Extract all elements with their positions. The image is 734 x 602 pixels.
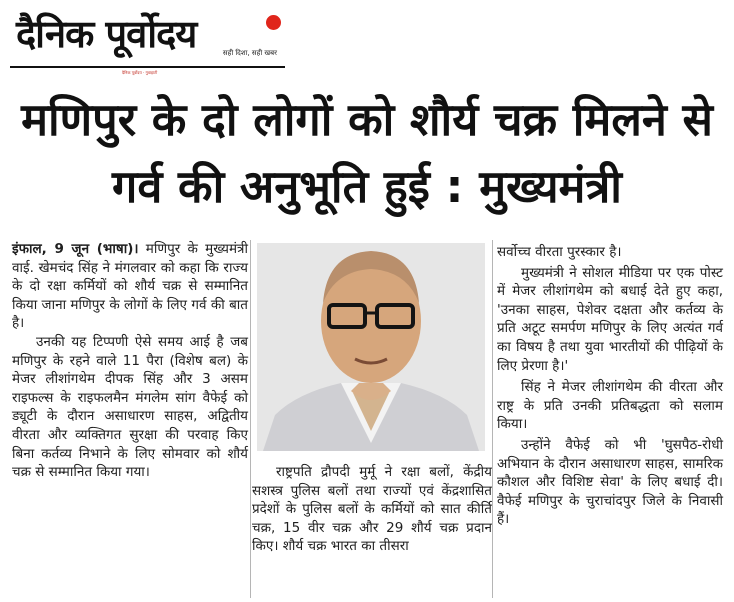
column-right bbox=[497, 243, 723, 529]
paragraph: सर्वोच्च वीरता पुरस्कार है। bbox=[497, 244, 622, 260]
newspaper-name: दैनिक पूर्वोदय bbox=[16, 12, 197, 56]
column-middle bbox=[252, 463, 492, 556]
masthead-micro-text: दैनिक पूर्वोदय · गुवाहाटी bbox=[122, 70, 158, 75]
portrait-image bbox=[257, 243, 485, 451]
chief-minister-photo bbox=[257, 243, 485, 451]
column-left bbox=[12, 240, 248, 482]
paragraph: मुख्यमंत्री ने सोशल मीडिया पर एक पोस्ट में मेजर लीशांगथेम को बधाई देते हुए कहा, 'उनका साहस, पेशेवर दक्षता और कर्तव्य के प्रति अटूट समर्पण मणिपुर के लिए अत्यंत गर्व का विषय है तथा युवा भारतीयों की पीढ़ियों के लिए प्रेरणा है।' bbox=[497, 264, 723, 374]
masthead bbox=[10, 4, 285, 75]
lead-paragraph bbox=[12, 240, 248, 333]
column-divider bbox=[250, 240, 251, 598]
paragraph: उनकी यह टिप्पणी ऐसे समय आई है जब मणिपुर के रहने वाले 11 पैरा (विशेष बल) के मेजर लीशांगथेम दीपक सिंह और 3 असम राइफल्स के राइफलमैन मंगलेम सांग वैफेई को ड्यूटी के दौरान असाधारण साहस, अद्वितीय वीरता और व्यक्तिगत सुरक्षा की परवाह किए बिना कर्तव्य निभाने के लिए सोमवार को शौर्य चक्र से सम्मानित किया गया। bbox=[12, 333, 248, 481]
article-headline: मणिपुर के दो लोगों को शौर्य चक्र मिलने से गर्व की अनुभूति हुई : मुख्यमंत्री bbox=[21, 93, 713, 213]
column-divider bbox=[492, 240, 493, 598]
lead-text: मणिपुर के मुख्यमंत्री वाई. खेमचंद सिंह ने मंगलवार को कहा कि राज्य के दो रक्षा कर्मियों को शौर्य चक्र से सम्मानित किया जाना मणिपुर के लोगों के लिए गर्व की बात है। bbox=[12, 241, 248, 332]
dateline: इंफाल, 9 जून (भाषा)। bbox=[12, 241, 139, 257]
paragraph: सिंह ने मेजर लीशांगथेम की वीरता और राष्ट्र के प्रति उनकी प्रतिबद्धता को सलाम किया। bbox=[497, 379, 723, 433]
paragraph: उन्होंने वैफेई को भी 'घुसपैठ-रोधी अभियान के दौरान असाधारण साहस, सामरिक कौशल और विशिष्ट सेवा' के लिए बधाई दी। वैफेई मणिपुर के चुराचांदपुर जिले के निवासी हैं। bbox=[497, 436, 723, 528]
tagline: सही दिशा, सही खबर bbox=[222, 49, 277, 57]
brand-dot-icon bbox=[266, 15, 281, 30]
paragraph: राष्ट्रपति द्रौपदी मुर्मू ने रक्षा बलों, केंद्रीय सशस्त्र पुलिस बलों तथा राज्यों एवं केंद्रशासित प्रदेशों के पुलिस बलों के कर्मियों को सात कीर्ति चक्र, 15 वीर चक्र और 29 शौर्य चक्र प्रदान किए। शौर्य चक्र भारत का तीसरा bbox=[252, 464, 492, 555]
masthead-rule bbox=[10, 66, 285, 68]
